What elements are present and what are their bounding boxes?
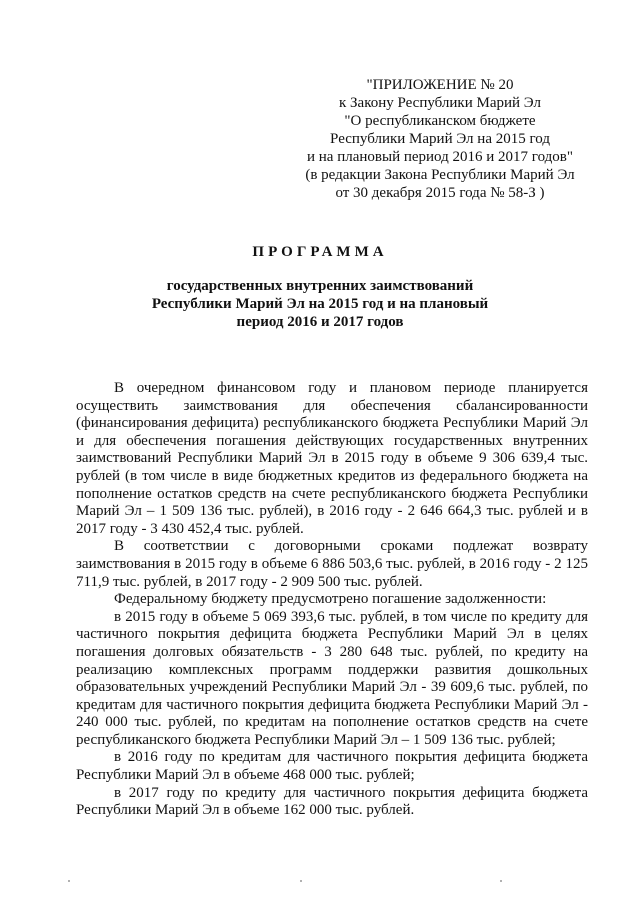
document-body [76,380,588,820]
paragraph-federal-debt: Федеральному бюджету предусмотрено погашение задолженности: [114,591,547,608]
document-title: ПРОГРАММА [252,244,388,260]
appendix-header [270,76,610,202]
appendix-line: "ПРИЛОЖЕНИЕ № 20 [366,77,514,93]
appendix-line: к Закону Республики Марий Эл [338,95,541,111]
appendix-line: "О республиканском бюджете [344,113,536,129]
paragraph-borrowing-plan: В очередном финансовом году и плановом периоде планируется осуществить заимствования для обеспечения сбалансированности (финансирования дефицита) республиканского бюджета Республики Марий Эл и для обеспечения погашения действующих государственных внутренних заимствований Республики Марий Эл в 2015 году в объеме 9 306 639,4 тыс. рублей (в том числе в виде бюджетных кредитов из федерального бюджета на пополнение остатков средств на счете республиканского бюджета Республики Марий Эл – 1 509 136 тыс. рублей), в 2016 году - 2 646 664,3 тыс. рублей и в 2017 году - 3 430 452,4 тыс. рублей. [76,380,588,537]
appendix-line: и на плановый период 2016 и 2017 годов" [307,149,573,165]
scan-dot [500,880,502,882]
appendix-line: от 30 декабря 2015 года № 58-З ) [335,185,545,201]
document-subtitle [0,277,640,331]
paragraph-repayment: В соответствии с договорными сроками подлежат возврату заимствования в 2015 году в объеме 6 886 503,6 тыс. рублей, в 2016 году - 2 125 711,9 тыс. рублей, в 2017 году - 2 909 500 тыс. рублей. [76,538,588,590]
scan-dot [300,880,302,882]
paragraph-2017: в 2017 году по кредиту для частичного покрытия дефицита бюджета Республики Марий Эл в объеме 162 000 тыс. рублей. [76,784,588,819]
paragraph-2016: в 2016 году по кредитам для частичного покрытия дефицита бюджета Республики Марий Эл в объеме 468 000 тыс. рублей; [76,749,588,784]
subtitle-line: период 2016 и 2017 годов [236,314,404,330]
paragraph-2015: в 2015 году в объеме 5 069 393,6 тыс. рублей, в том числе по кредиту для частичного покрытия дефицита бюджета Республики Марий Эл в целях погашения долговых обязательств - 3 280 648 тыс. рублей, по кредиту на реализацию комплексных программ поддержки развития дошкольных образовательных учреждений Республики Марий Эл - 39 609,6 тыс. рублей, по кредитам для частичного покрытия дефицита бюджета Республики Марий Эл - 240 000 тыс. рублей, по кредитам на пополнение остатков средств на счете республиканского бюджета Республики Марий Эл – 1 509 136 тыс. рублей; [76,608,588,748]
scan-dot [68,880,70,882]
subtitle-line: Республики Марий Эл на 2015 год и на плановый [151,296,489,312]
appendix-line: Республики Марий Эл на 2015 год [330,131,550,147]
appendix-line: (в редакции Закона Республики Марий Эл [305,167,575,183]
subtitle-line: государственных внутренних заимствований [166,278,474,294]
